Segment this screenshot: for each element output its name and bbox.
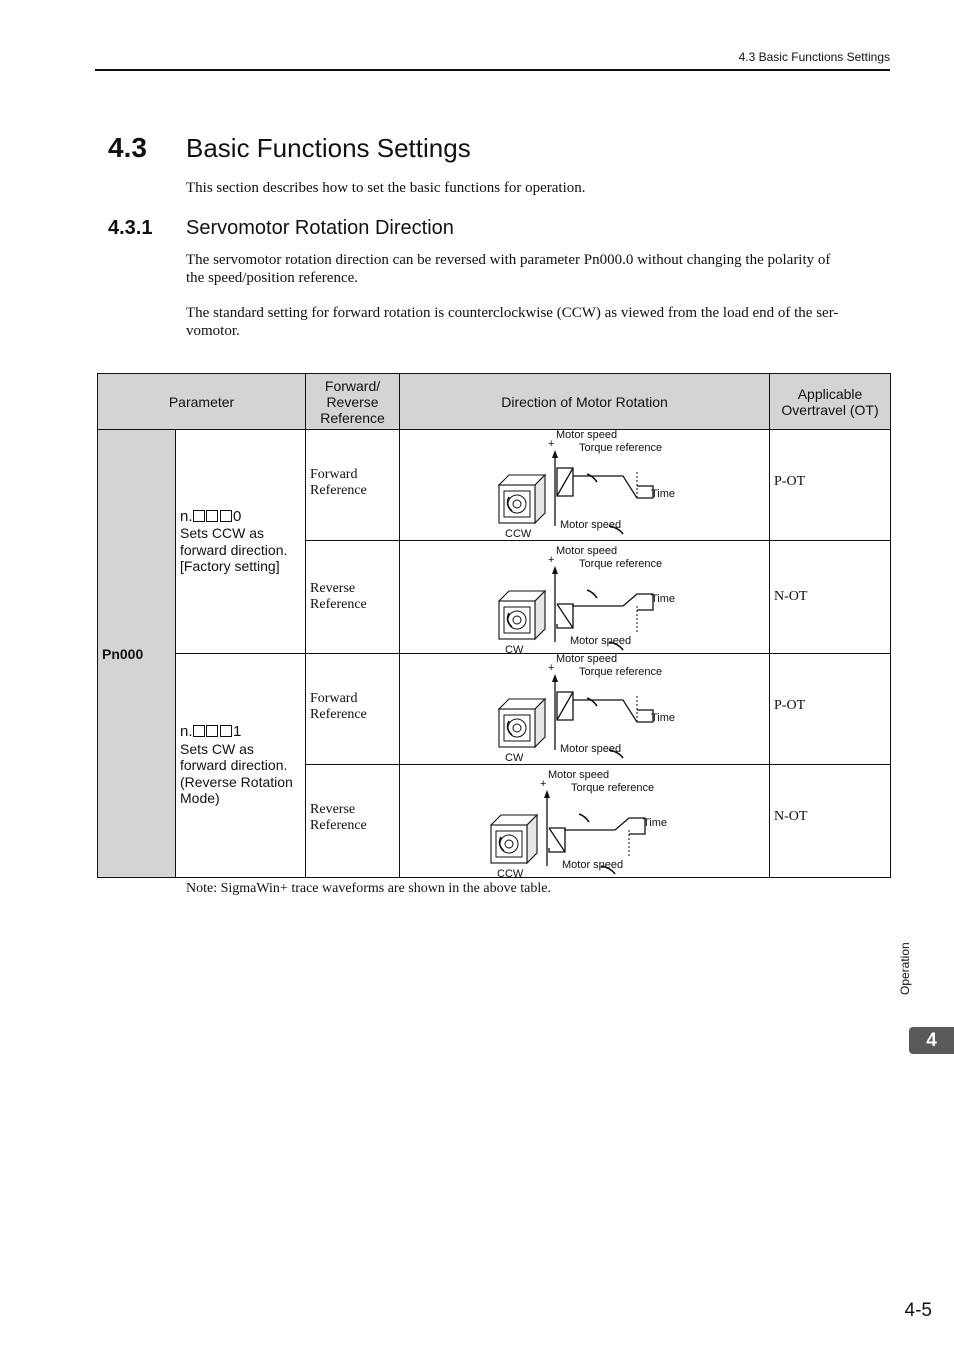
axis-arrow-icon bbox=[552, 450, 558, 458]
time-label: Time bbox=[651, 712, 676, 724]
digit-box-icon bbox=[193, 510, 205, 522]
waveform-diagram bbox=[400, 765, 770, 877]
plus-sign: + bbox=[548, 554, 555, 566]
motor-speed-trace bbox=[557, 594, 653, 610]
motor-speed-bottom-label: Motor speed bbox=[562, 859, 624, 871]
speed-ramp bbox=[557, 468, 573, 496]
reference-cell bbox=[306, 654, 400, 765]
speed-ramp bbox=[549, 828, 565, 852]
rotation-label: CCW bbox=[505, 528, 532, 540]
torque-reference-label: Torque reference bbox=[579, 442, 663, 454]
diagram-cell bbox=[400, 430, 770, 541]
motor-shaft-core bbox=[513, 616, 521, 624]
code-prefix: n. bbox=[180, 507, 193, 525]
setting-line: forward direction. bbox=[180, 757, 288, 774]
side-tab-label: Operation bbox=[898, 942, 912, 995]
motor-speed-label: Motor speed bbox=[556, 430, 618, 441]
setting-line: Sets CCW as bbox=[180, 525, 265, 541]
reference-line-2: Reference bbox=[310, 818, 367, 833]
motor-shaft-core bbox=[513, 500, 521, 508]
digit-box-icon bbox=[206, 510, 218, 522]
diagram-cell bbox=[400, 541, 770, 654]
setting-line: (Reverse Rotation bbox=[180, 773, 293, 790]
torque-arrow-icon bbox=[587, 698, 597, 706]
rotation-label: CW bbox=[505, 644, 524, 653]
paragraph-2-line-2: vomotor. bbox=[186, 323, 240, 339]
code-suffix: 0 bbox=[233, 507, 242, 525]
motor-speed-bottom-label: Motor speed bbox=[570, 635, 632, 647]
torque-arrow-icon bbox=[587, 590, 597, 598]
diagram-cell bbox=[400, 654, 770, 765]
axis-arrow-icon bbox=[552, 566, 558, 574]
setting-cell-0 bbox=[176, 430, 306, 654]
motor-speed-bottom-label: Motor speed bbox=[560, 519, 622, 531]
overtravel-cell: P-OT bbox=[770, 430, 891, 541]
reference-line-1: Reverse bbox=[310, 802, 356, 817]
setting-line: Sets CW as bbox=[180, 740, 254, 757]
table-note: Note: SigmaWin+ trace waveforms are shown in the above table. bbox=[186, 881, 551, 896]
header-overtravel bbox=[770, 374, 891, 430]
digit-box-icon bbox=[193, 725, 205, 737]
setting-code bbox=[180, 509, 305, 526]
setting-line: Mode) bbox=[180, 790, 220, 807]
speed-ramp bbox=[557, 692, 573, 720]
reference-line-1: Reverse bbox=[310, 581, 356, 596]
setting-cell-1 bbox=[176, 654, 306, 878]
parameter-cell: Pn000 bbox=[98, 430, 176, 878]
overtravel-cell: N-OT bbox=[770, 541, 891, 654]
paragraph-2-line-1: The standard setting for forward rotation is counterclockwise (CCW) as viewed from the load end of the ser- bbox=[186, 305, 839, 321]
motor-speed-label: Motor speed bbox=[556, 545, 618, 557]
time-label: Time bbox=[643, 817, 668, 829]
setting-line: [Factory setting] bbox=[180, 558, 280, 574]
header-ot-line-2: Overtravel (OT) bbox=[781, 401, 879, 418]
rotation-label: CW bbox=[505, 752, 524, 764]
time-label: Time bbox=[651, 488, 676, 500]
digit-box-icon bbox=[220, 510, 232, 522]
header-parameter: Parameter bbox=[98, 374, 306, 430]
motor-speed-trace bbox=[573, 476, 653, 498]
running-header: 4.3 Basic Functions Settings bbox=[738, 50, 890, 64]
motor-speed-trace bbox=[549, 818, 645, 834]
subsection-number: 4.3.1 bbox=[108, 217, 153, 239]
motor-speed-label: Motor speed bbox=[556, 654, 618, 665]
rotation-label: CCW bbox=[497, 868, 524, 877]
torque-arrow-icon bbox=[587, 474, 597, 482]
subsection-title: Servomotor Rotation Direction bbox=[186, 217, 454, 239]
motor-shaft-core bbox=[513, 724, 521, 732]
axis-arrow-icon bbox=[552, 674, 558, 682]
axis-arrow-icon bbox=[544, 790, 550, 798]
torque-reference-label: Torque reference bbox=[579, 558, 663, 570]
table-header-row bbox=[98, 374, 891, 430]
setting-line: forward direction. bbox=[180, 541, 288, 558]
paragraph-1-line-2: the speed/position reference. bbox=[186, 270, 359, 286]
header-direction: Direction of Motor Rotation bbox=[400, 374, 770, 430]
motor-speed-bottom-label: Motor speed bbox=[560, 743, 622, 755]
paragraph-2 bbox=[186, 304, 886, 340]
reference-cell bbox=[306, 541, 400, 654]
chapter-tab: 4 bbox=[909, 1027, 954, 1054]
motor-speed-trace bbox=[573, 700, 653, 722]
header-fwd-rev-line-1: Forward/ bbox=[324, 377, 381, 394]
digit-box-icon bbox=[206, 725, 218, 737]
reference-line-2: Reference bbox=[310, 483, 367, 498]
reference-line-2: Reference bbox=[310, 597, 367, 612]
plus-sign: + bbox=[540, 778, 547, 790]
table-row bbox=[98, 654, 891, 765]
reference-line-2: Reference bbox=[310, 707, 367, 722]
section-intro: This section describes how to set the basic functions for operation. bbox=[186, 180, 586, 196]
page-number: 4-5 bbox=[904, 1300, 932, 1321]
motor-shaft-core bbox=[505, 840, 513, 848]
reference-cell bbox=[306, 765, 400, 878]
plus-sign: + bbox=[548, 662, 555, 674]
digit-box-icon bbox=[220, 725, 232, 737]
paragraph-1-line-1: The servomotor rotation direction can be reversed with parameter Pn000.0 without changing the polarity of bbox=[186, 252, 831, 268]
header-fwd-rev-reference bbox=[306, 374, 400, 430]
section-number: 4.3 bbox=[108, 132, 147, 163]
rotation-direction-table bbox=[97, 373, 891, 878]
torque-arrow-icon bbox=[579, 814, 589, 822]
reference-line-1: Forward bbox=[310, 691, 358, 706]
table-row bbox=[98, 430, 891, 541]
torque-reference-label: Torque reference bbox=[579, 666, 663, 678]
reference-cell bbox=[306, 430, 400, 541]
motor-speed-label: Motor speed bbox=[548, 769, 610, 781]
overtravel-cell: P-OT bbox=[770, 654, 891, 765]
diagram-cell bbox=[400, 765, 770, 878]
plus-sign: + bbox=[548, 438, 555, 450]
overtravel-cell: N-OT bbox=[770, 765, 891, 878]
code-suffix: 1 bbox=[233, 723, 242, 741]
torque-reference-label: Torque reference bbox=[571, 782, 655, 794]
speed-ramp bbox=[557, 604, 573, 628]
waveform-diagram bbox=[400, 430, 770, 540]
header-ot-line-1: Applicable bbox=[797, 385, 863, 402]
waveform-diagram bbox=[400, 654, 770, 764]
header-fwd-rev-line-3: Reference bbox=[320, 409, 385, 426]
reference-line-1: Forward bbox=[310, 467, 358, 482]
paragraph-1 bbox=[186, 251, 886, 287]
setting-code bbox=[180, 724, 305, 741]
header-fwd-rev-line-2: Reverse bbox=[326, 393, 379, 410]
waveform-diagram bbox=[400, 541, 770, 653]
section-title: Basic Functions Settings bbox=[186, 133, 471, 163]
time-label: Time bbox=[651, 593, 676, 605]
code-prefix: n. bbox=[180, 723, 193, 741]
header-rule bbox=[95, 69, 890, 71]
